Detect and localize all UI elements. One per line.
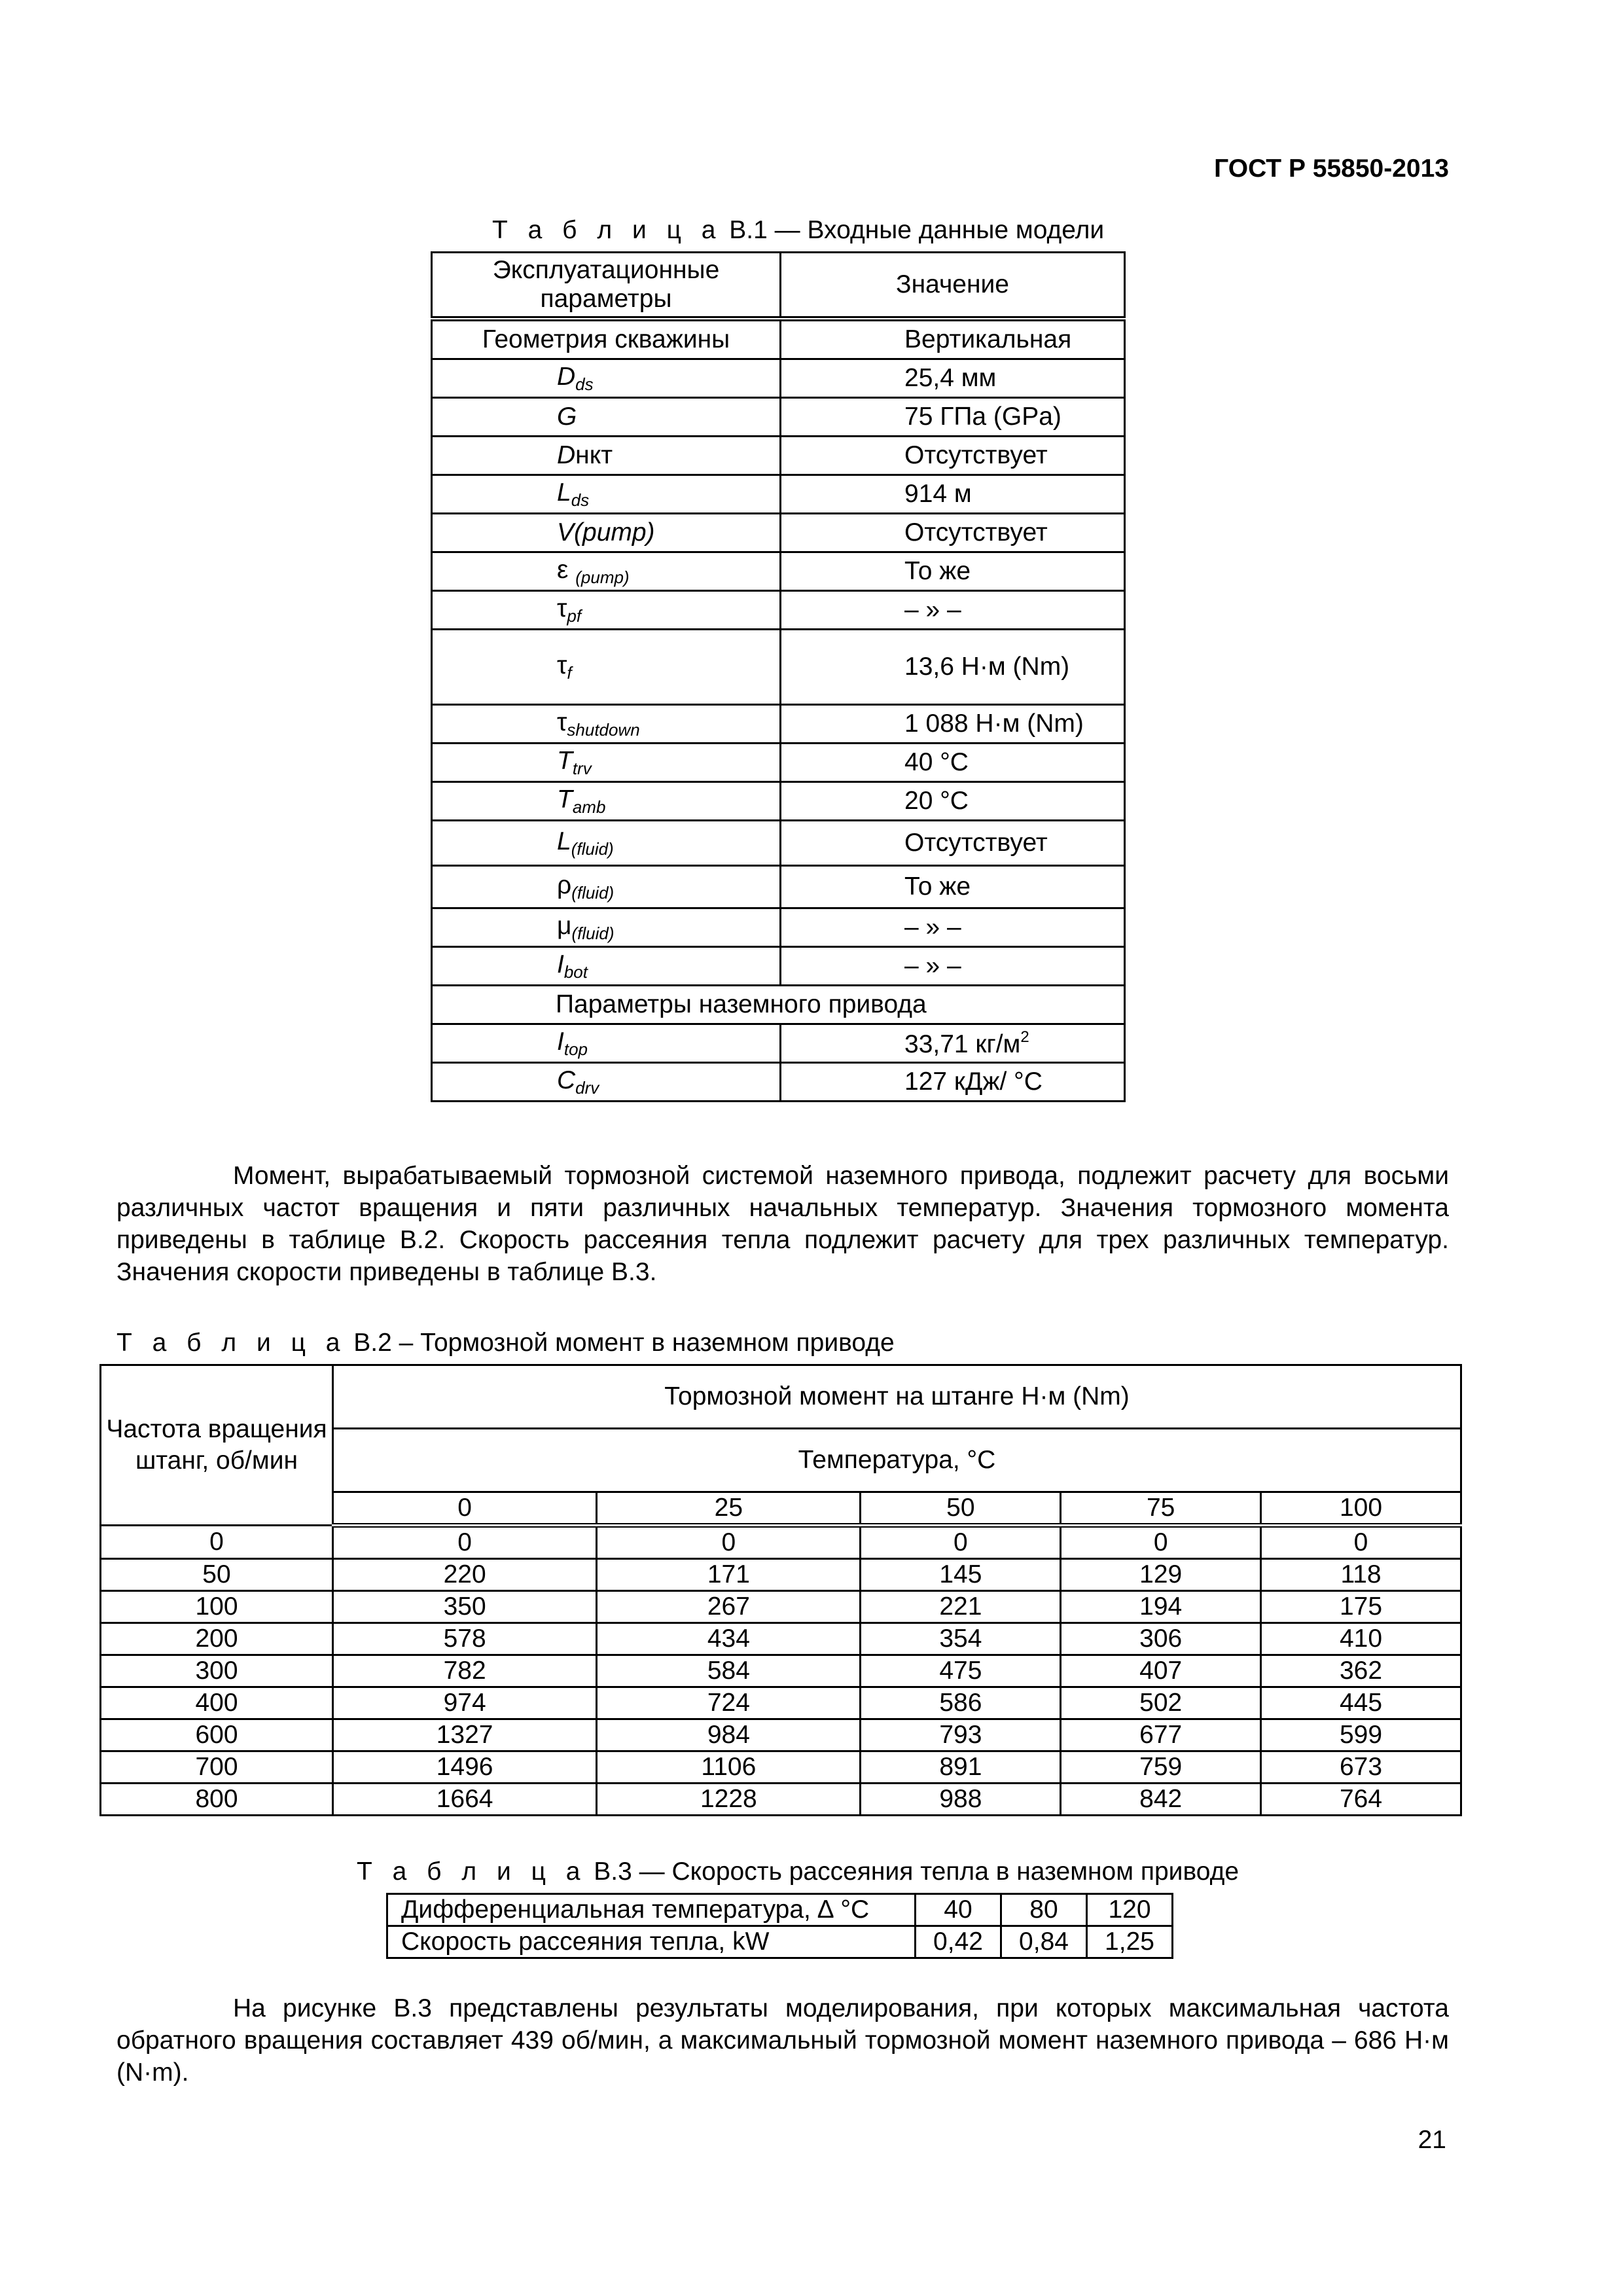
table-row: Дифференциальная температура, ∆ °С 40 80 120 bbox=[387, 1894, 1173, 1926]
table-cell-value: 782 bbox=[333, 1655, 597, 1687]
table-row: $C_{drv}$ 127 кДж/ °С bbox=[432, 1063, 1125, 1102]
table-row: $D_{ds}$ 25,4 мм bbox=[432, 359, 1125, 398]
table-cell-value: 354 bbox=[861, 1623, 1061, 1655]
table3-caption: Т а б л и ц а В.3 — Скорость рассеяния тепла в наземном приводе bbox=[357, 1857, 1240, 1886]
table-cell-value: 0 bbox=[861, 1526, 1061, 1559]
page-number: 21 bbox=[1418, 2126, 1446, 2154]
table-cell-value: 578 bbox=[333, 1623, 597, 1655]
table-cell-value: 677 bbox=[1061, 1719, 1261, 1751]
table-b3-heat-dissipation bbox=[386, 1893, 1173, 1959]
table-b1-input-data bbox=[431, 251, 1126, 1102]
table2-group-header: Тормозной момент на штанге Н·м (Nm) bbox=[333, 1365, 1461, 1429]
table-row: $I_{top}$ 33,71 $кг/м^2$ bbox=[432, 1024, 1125, 1063]
table-cell-value: 724 bbox=[597, 1687, 861, 1719]
table-row bbox=[101, 1591, 1461, 1623]
table-cell-value: 475 bbox=[861, 1655, 1061, 1687]
table1-section-row: Параметры наземного привода bbox=[432, 986, 1125, 1024]
table-cell-value: 434 bbox=[597, 1623, 861, 1655]
table-cell-value: 410 bbox=[1261, 1623, 1461, 1655]
table-cell-value: 584 bbox=[597, 1655, 861, 1687]
table-cell-value: 306 bbox=[1061, 1623, 1261, 1655]
table-cell-value: 0 bbox=[597, 1526, 861, 1559]
table-cell-rpm: 0 bbox=[101, 1526, 333, 1559]
table-row: $L_{(fluid)}$ Отсутствует bbox=[432, 821, 1125, 866]
table-row: G 75 ГПа (GPa) bbox=[432, 398, 1125, 437]
table-cell-value: 974 bbox=[333, 1687, 597, 1719]
table2-caption: Т а б л и ц а В.2 – Тормозной момент в наземном приводе bbox=[116, 1329, 895, 1357]
table-cell-value: 984 bbox=[597, 1719, 861, 1751]
table-row bbox=[101, 1719, 1461, 1751]
table-row: V(pump) Отсутствует bbox=[432, 514, 1125, 552]
table-cell-value: 1228 bbox=[597, 1784, 861, 1816]
paragraph-simulation-results: На рисунке В.3 представлены результаты моделирования, при которых максимальная частота обратного вращения составляет 439 об/мин, а максимальный тормозной момент наземного привода – 686 Н·м (N·m). bbox=[116, 1994, 1449, 2087]
table-cell-value: 759 bbox=[1061, 1751, 1261, 1784]
table-row bbox=[101, 1623, 1461, 1655]
paragraph-braking-moment: Момент, вырабатываемый тормозной системой наземного привода, подлежит расчету для восьми различных частот вращения и пяти различных начальных температур. Значения тормозного момента приведены в таблице В.2. Скорость рассеяния тепла подлежит расчету для трех различных температур. Значения скорости приведены в таблице В.3. bbox=[116, 1162, 1449, 1286]
table-cell-rpm: 600 bbox=[101, 1719, 333, 1751]
table-row bbox=[101, 1687, 1461, 1719]
table-cell-value: 1664 bbox=[333, 1784, 597, 1816]
table2-temp-header: Температура, °С bbox=[333, 1429, 1461, 1492]
table-cell-rpm: 300 bbox=[101, 1655, 333, 1687]
table-cell-value: 842 bbox=[1061, 1784, 1261, 1816]
table-cell-value: 221 bbox=[861, 1591, 1061, 1623]
table-cell-value: 586 bbox=[861, 1687, 1061, 1719]
table1-header-value: Значение bbox=[781, 253, 1125, 319]
table-cell-value: 599 bbox=[1261, 1719, 1461, 1751]
table-cell-value: 0 bbox=[1261, 1526, 1461, 1559]
table-cell-value: 793 bbox=[861, 1719, 1061, 1751]
table-cell-value: 118 bbox=[1261, 1559, 1461, 1591]
table-row bbox=[101, 1559, 1461, 1591]
table-cell-value: 502 bbox=[1061, 1687, 1261, 1719]
table-cell-value: 407 bbox=[1061, 1655, 1261, 1687]
table-cell-value: 1327 bbox=[333, 1719, 597, 1751]
table-row: $I_{bot}$ – » – bbox=[432, 947, 1125, 986]
table2-temps-row: 0 25 50 75 100 bbox=[101, 1492, 1461, 1526]
table-cell-value: 267 bbox=[597, 1591, 861, 1623]
table-cell-value: 1106 bbox=[597, 1751, 861, 1784]
table-b2-braking-moment bbox=[99, 1364, 1462, 1816]
document-code-header: ГОСТ Р 55850-2013 bbox=[1214, 154, 1449, 183]
table-row: $\tau_f$ 13,6 Н·м (Nm) bbox=[432, 630, 1125, 705]
table-cell-value: 175 bbox=[1261, 1591, 1461, 1623]
table-row: Скорость рассеяния тепла, kW 0,42 0,84 1,25 bbox=[387, 1926, 1173, 1958]
table-cell-value: 673 bbox=[1261, 1751, 1461, 1784]
table-cell-value: 0 bbox=[333, 1526, 597, 1559]
table-cell-value: 362 bbox=[1261, 1655, 1461, 1687]
table-row: $\mu_{(fluid)}$ – » – bbox=[432, 908, 1125, 947]
table-cell-rpm: 800 bbox=[101, 1784, 333, 1816]
table-cell-rpm: 50 bbox=[101, 1559, 333, 1591]
table-row: Геометрия скважины Вертикальная bbox=[432, 319, 1125, 359]
table-cell-value: 350 bbox=[333, 1591, 597, 1623]
table-cell-value: 129 bbox=[1061, 1559, 1261, 1591]
table1-caption: Т а б л и ц а В.1 — Входные данные модели bbox=[492, 216, 1105, 244]
table-row: $\tau_{shutdown}$ 1 088 Н·м (Nm) bbox=[432, 705, 1125, 744]
table-cell-rpm: 400 bbox=[101, 1687, 333, 1719]
table-cell-value: 764 bbox=[1261, 1784, 1461, 1816]
table-cell-value: 1496 bbox=[333, 1751, 597, 1784]
table1-header-params: Эксплуатационные параметры bbox=[432, 253, 781, 319]
table1-header-row bbox=[432, 253, 1125, 319]
table-cell-value: 220 bbox=[333, 1559, 597, 1591]
table-cell-value: 988 bbox=[861, 1784, 1061, 1816]
table-cell-value: 891 bbox=[861, 1751, 1061, 1784]
table-cell-value: 194 bbox=[1061, 1591, 1261, 1623]
table-cell-value: 445 bbox=[1261, 1687, 1461, 1719]
table-cell-rpm: 700 bbox=[101, 1751, 333, 1784]
table-cell-value: 145 bbox=[861, 1559, 1061, 1591]
table-cell-value: 0 bbox=[1061, 1526, 1261, 1559]
table-cell-rpm: 200 bbox=[101, 1623, 333, 1655]
table-row bbox=[101, 1784, 1461, 1816]
table-row bbox=[101, 1526, 1461, 1559]
table-row: $T_{amb}$ 20 °С bbox=[432, 782, 1125, 821]
table-row: $L_{ds}$ 914 м bbox=[432, 475, 1125, 514]
table-row: ε $_{(pump)}$ То же bbox=[432, 552, 1125, 591]
table2-row-header: Частота вращения штанг, об/мин bbox=[101, 1365, 333, 1526]
table-cell-rpm: 100 bbox=[101, 1591, 333, 1623]
table-row bbox=[101, 1751, 1461, 1784]
table-cell-value: 171 bbox=[597, 1559, 861, 1591]
table-row bbox=[101, 1655, 1461, 1687]
table-row: $\rho_{(fluid)}$ То же bbox=[432, 866, 1125, 908]
table-row: $\tau_{pf}$ – » – bbox=[432, 591, 1125, 630]
table-row: Dнкт Отсутствует bbox=[432, 437, 1125, 475]
table-row: $T_{trv}$ 40 °С bbox=[432, 744, 1125, 782]
